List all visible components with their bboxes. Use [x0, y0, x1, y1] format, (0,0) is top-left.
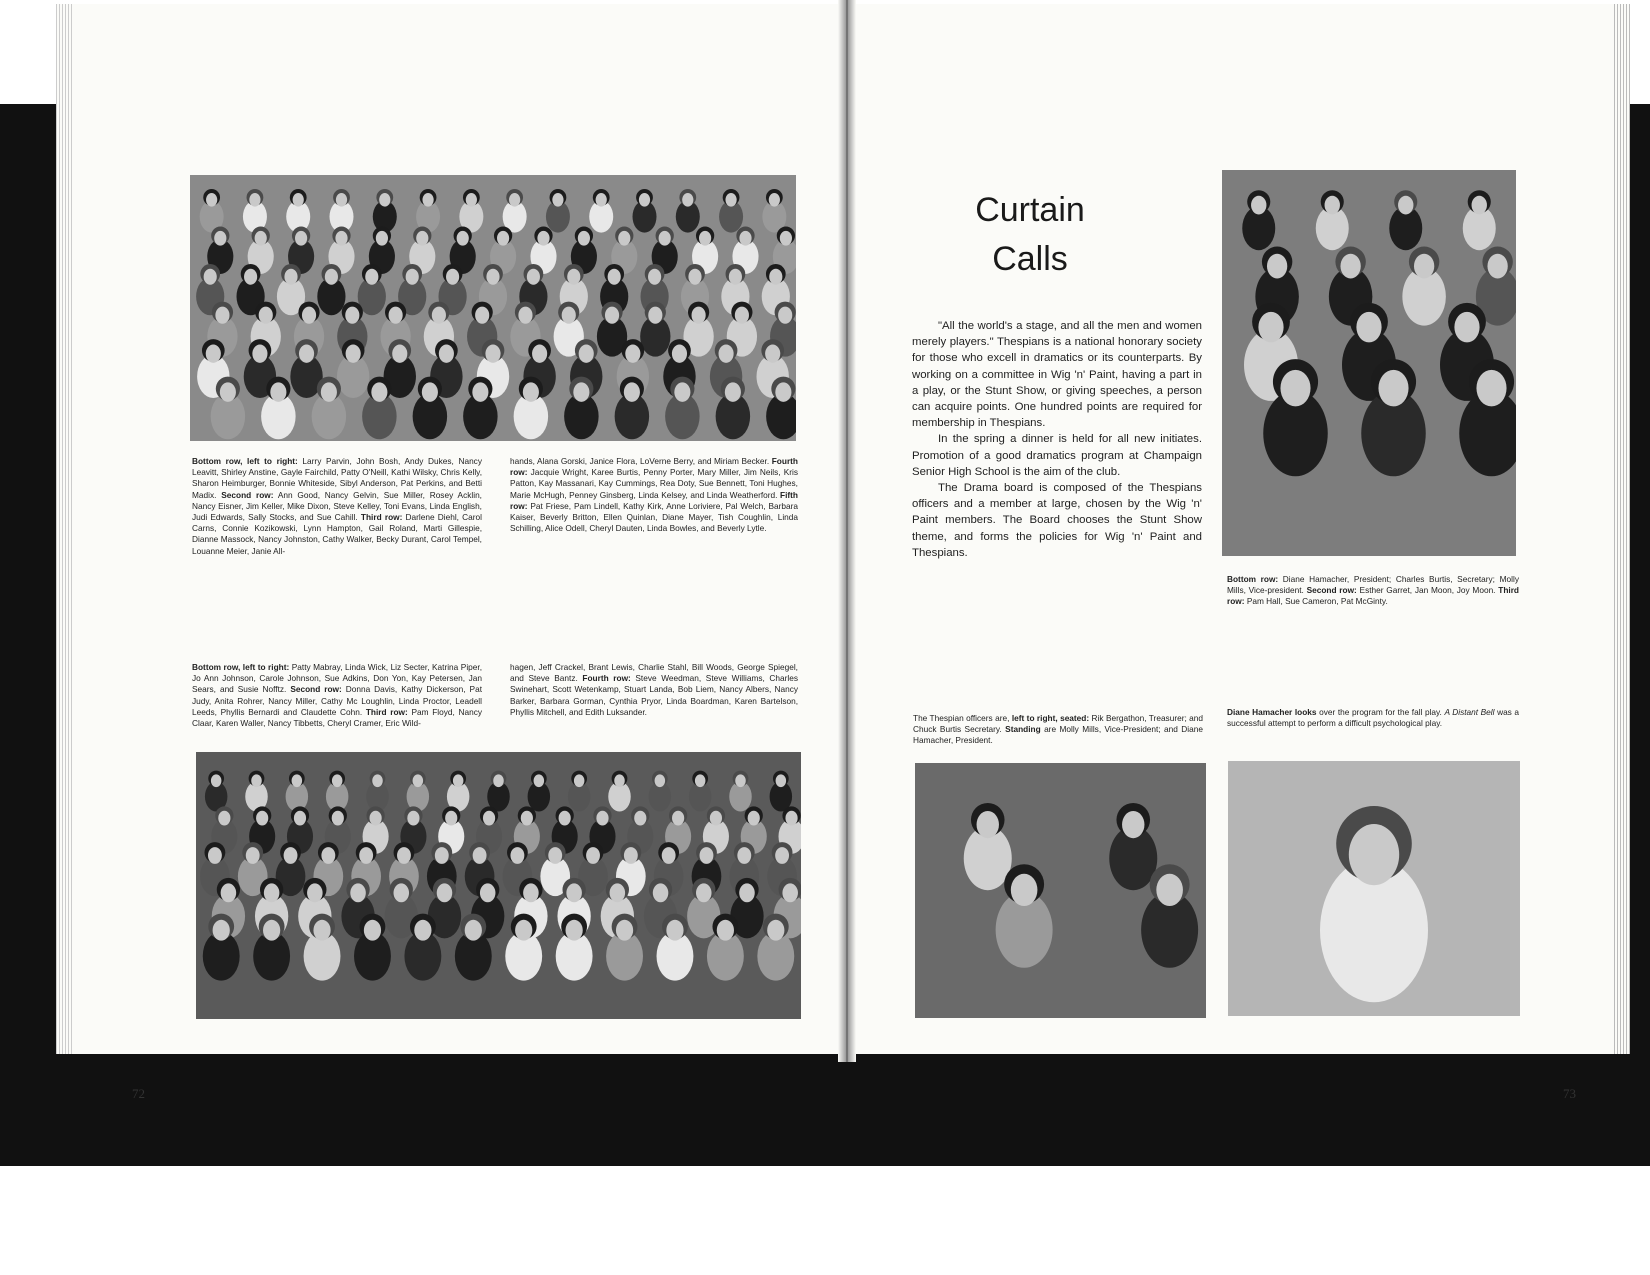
book-gutter [838, 0, 856, 1062]
diane-hamacher-photo [1228, 761, 1520, 1016]
caption-text: Larry Parvin, John Bosh, Andy Dukes, Nancy Leavitt, Shirley Anstine, Gayle Fairchild, Patty O'Neill, Kathi Wilsky, Chris Kelly, Sharon Heimburger, Bonnie Whiteside, Sibyl Anderson, Pat Perkins, and Betti Madix. [192, 456, 482, 500]
article-paragraph: The Drama board is composed of the Thespians officers and a member at large, chosen by the Wig 'n' Paint members. The Board chooses the Stunt Show theme, and forms the policies for Wig 'n' Paint and Thespians. [912, 482, 1202, 559]
thespian-officers-photo [915, 763, 1206, 1018]
caption-label: Bottom row, left to right: [192, 456, 298, 466]
caption-text: Pat Friese, Pam Lindell, Kathy Kirk, Anne Loriviere, Pal Welch, Barbara Kaiser, Beverly Britton, Ellen Quinlan, Diane Mayer, Tish Coughlin, Linda Schilling, Alice Odell, Cheryl Dauten, Linda Bowles, and Beverly Lytle. [510, 500, 798, 534]
article-paragraph: In the spring a dinner is held for all new initiates. Promotion of a good dramatics program at Champaign Senior High School is the aim of the club. [912, 433, 1202, 478]
board-caption [1227, 574, 1519, 608]
photo-image [1222, 170, 1516, 556]
caption-label: Second row: [221, 489, 274, 500]
play-title: A Distant Bell [1444, 707, 1495, 717]
caption-text: Steve Weedman, Steve Williams, Charles Swinehart, Scott Wetenkamp, Stuart Landa, Bob Liem, Nancy Albers, Nancy Barker, Barbara Gorman, Cynthia Pryor, Linda Boardman, Karen Bartelson, Phyllis Mitchell, and Edith Luksander. [510, 673, 798, 717]
page-number-right: 73 [1563, 1086, 1576, 1101]
caption-text: hagen, Jeff Crackel, Brant Lewis, Charlie Stahl, Bill Woods, George Spiegel, and Steve Bantz. [510, 662, 798, 684]
caption-label: Fifth row: [510, 489, 798, 511]
caption-text: was a successful attempt to perform a difficult psychological play. [1227, 707, 1520, 729]
caption-label: Second row: [1306, 585, 1357, 596]
caption-text: Ann Good, Nancy Gelvin, Sue Miller, Rosey Acklin, Nancy Eisner, Jim Keller, Mike Dixon, Steve Kelley, Toni Evans, Linda English, Judi Edwards, Sally Stocks, and Sue Cahill. [192, 489, 482, 523]
title-line-1: Curtain [975, 191, 1085, 229]
photo-image [190, 175, 796, 441]
page-title [880, 186, 1180, 284]
caption-text: The Thespian officers are, [913, 713, 1012, 723]
photo-image [1228, 761, 1520, 1016]
group-photo-top [190, 175, 796, 441]
caption-text: Esther Garret, Jan Moon, Joy Moon. [1356, 585, 1499, 596]
caption-text: Patty Mabray, Linda Wick, Liz Secter, Katrina Piper, Jo Ann Johnson, Carole Johnson, Sue Adkins, Don Yon, Kay Petersen, Jan Sears, and Susie Nofftz. [192, 662, 482, 695]
caption-label: Fourth row: [582, 673, 631, 684]
caption-text: Rik Bergathon, Treasurer; and Chuck Burtis Secretary. [913, 713, 1204, 735]
caption-label: Bottom row, left to right: [192, 662, 290, 672]
caption-label: Bottom row: [1227, 574, 1279, 584]
caption-label: Diane Hamacher looks [1227, 707, 1317, 717]
caption-text: Donna Davis, Kathy Dickerson, Pat Judy, Anita Rohrer, Nancy Miller, Cathy Mc Loughlin, Linda Proctor, Leadell Leeds, Phyllis Bernardi and Claudette Cohn. [192, 684, 483, 717]
right-page-edge [1612, 4, 1630, 1054]
title-line-2: Calls [992, 240, 1068, 278]
caption-text: Pam Hall, Sue Cameron, Pat McGinty. [1244, 596, 1388, 607]
caption-label: left to right, seated: [1011, 713, 1090, 723]
group-photo-bottom [196, 752, 801, 1019]
caption-label: Fourth row: [510, 456, 798, 478]
top-caption-col2 [510, 456, 798, 534]
caption-label: Third row: [360, 512, 403, 523]
caption-label: Third row: [1227, 585, 1519, 607]
caption-text: are Molly Mills, Vice-President; and Diane Hamacher, President. [913, 724, 1203, 746]
article-paragraph: "All the world's a stage, and all the men and women merely players." Thespians is a national honorary society for those who excell in dramatics or its counterparts. By working on a committee in Wig 'n' Paint, having a part in a play, or the Stunt Show, or giving speeches, a person can acquire points. One hundred points are required for membership in Thespians. [912, 320, 1202, 430]
page-number-left: 72 [132, 1086, 145, 1101]
officers-caption [913, 713, 1203, 747]
bottom-caption-col2 [510, 662, 798, 718]
top-caption-col1 [192, 456, 482, 557]
photo-image [915, 763, 1206, 1018]
caption-text: hands, Alana Gorski, Janice Flora, LoVerne Berry, and Miriam Becker. [510, 456, 772, 466]
caption-label: Standing [1005, 724, 1041, 735]
caption-text: Pam Floyd, Nancy Claar, Karen Waller, Nancy Tibbetts, Cheryl Cramer, Eric Wild- [192, 706, 482, 729]
bottom-caption-col1 [192, 662, 482, 729]
caption-text: Jacquie Wright, Karee Burtis, Penny Porter, Mary Miller, Jim Neils, Kris Patton, Kay Massanari, Kay Cummings, Rea Doty, Sue Bennett, Toni Hughes, Marie McHugh, Penney Ginsberg, Linda Kelsey, and Linda Weatherford. [510, 467, 798, 500]
caption-text: Darlene Diehl, Carol Carns, Connie Kozikowski, Lynn Hampton, Gail Roland, Marti Gillespie, Dianne Massock, Nancy Johnston, Cathy Walker, Becky Durant, Carol Tempel, Louanne Meier, Janie All- [192, 512, 482, 556]
caption-label: Second row: [290, 684, 342, 695]
caption-text: over the program for the fall play. [1316, 707, 1445, 717]
left-page-edge [56, 4, 74, 1054]
drama-board-photo [1222, 170, 1516, 556]
caption-text: Diane Hamacher, President; Charles Burtis, Secretary; Molly Mills, Vice-president. [1227, 574, 1519, 596]
diane-caption [1227, 707, 1519, 729]
caption-label: Third row: [365, 706, 408, 717]
photo-image [196, 752, 801, 1019]
article-body [912, 318, 1202, 561]
